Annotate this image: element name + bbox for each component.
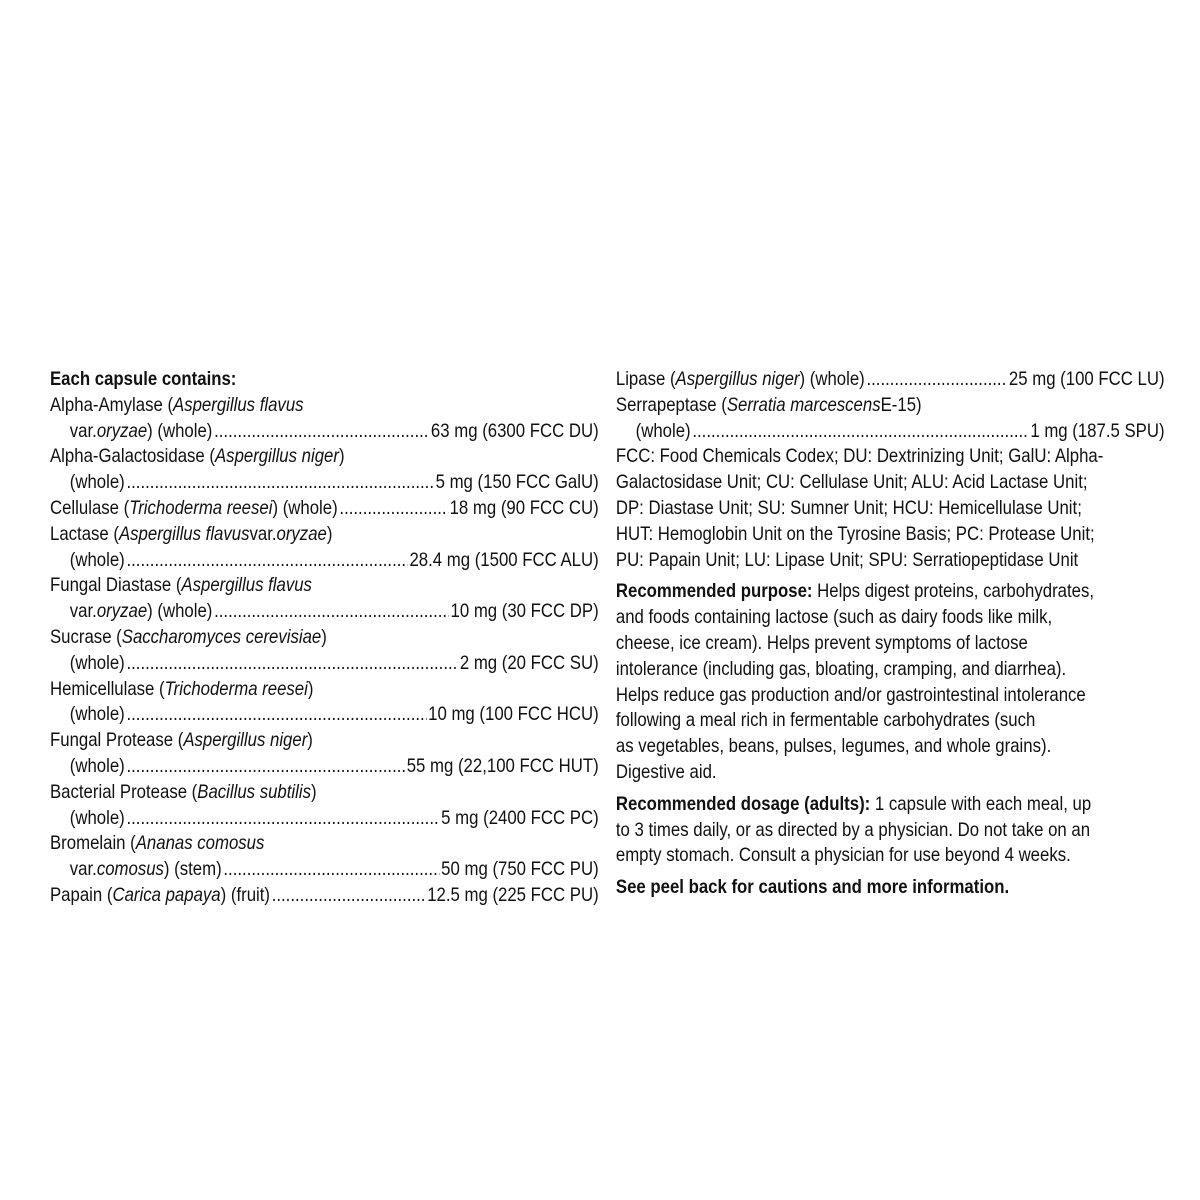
ingredient-bacterial-protease-amount-line: (whole) ..... 5 mg (2400 FCC PC): [50, 806, 599, 832]
ingredients-heading: Each capsule contains:: [50, 368, 237, 390]
ingredient-serrapeptase-name: Serrapeptase ( Serratia marcescens E-15): [615, 393, 922, 416]
info-column: [616, 367, 1165, 901]
ingredient-amount: 18 mg (90 FCC CU): [449, 496, 599, 519]
leader-dots: [272, 883, 426, 909]
leader-dots: [126, 651, 458, 677]
ingredient-fungal-protease-amount-line: (whole) ..... 55 mg (22,100 FCC HUT): [50, 754, 599, 780]
leader-dots: [126, 702, 426, 728]
ingredient-hemicellulase-name: Hemicellulase ( Trichoderma reesei ): [50, 677, 314, 700]
ingredient-alpha-galactosidase-name: Alpha-Galactosidase ( Aspergillus niger ): [50, 445, 345, 468]
ingredient-amount: 5 mg (2400 FCC PC): [441, 806, 599, 829]
ingredient-serrapeptase-amount-line: (whole) ..... 1 mg (187.5 SPU): [616, 419, 1165, 445]
ingredient-fungal-diastase-name: Fungal Diastase ( Aspergillus flavus: [50, 574, 312, 597]
ingredient-fungal-protease-name: Fungal Protease ( Aspergillus niger ): [50, 729, 313, 752]
leader-dots: [692, 419, 1028, 445]
purpose-label: Recommended purpose:: [615, 580, 813, 603]
ingredient-amount: 10 mg (100 FCC HCU): [428, 703, 599, 726]
abbreviations-legend: FCC: Food Chemicals Codex; DU: Dextrinizing Unit; GalU: Alpha- Galactosidase Unit; CU: Cellulase Unit; ALU: Acid Lactase Unit; DP: Diastase Unit; SU: Sumner Unit; HCU: Hemicellulase Unit; HUT: Hemoglobin Unit on the Tyrosine Basis; PC: Protease Unit; PU: Papain Unit; LU: Lipase Unit; SPU: Serratiopeptidase Unit: [615, 445, 1104, 571]
leader-dots: [126, 754, 404, 780]
leader-dots: [339, 496, 447, 522]
ingredient-amount: 12.5 mg (225 FCC PU): [427, 883, 599, 906]
ingredient-lactase-amount-line: (whole) ..... 28.4 mg (1500 FCC ALU): [50, 548, 599, 574]
ingredient-amount: 10 mg (30 FCC DP): [450, 600, 599, 623]
ingredient-papain: Papain ( Carica papaya ) (fruit) ..... 12.5 mg (225 FCC PU): [50, 883, 599, 909]
ingredient-amount: 1 mg (187.5 SPU): [1030, 419, 1165, 442]
ingredient-amount: 25 mg (100 FCC LU): [1008, 368, 1165, 390]
ingredient-amount: 5 mg (150 FCC GalU): [435, 471, 599, 494]
ingredient-amount: 2 mg (20 FCC SU): [459, 651, 599, 674]
ingredient-alpha-amylase-name: Alpha-Amylase ( Aspergillus flavus: [50, 393, 304, 416]
leader-dots: [126, 470, 433, 496]
ingredient-sucrase-name: Sucrase ( Saccharomyces cerevisiae ): [50, 625, 327, 648]
ingredient-cellulase: Cellulase ( Trichoderma reesei ) (whole) ..... 18 mg (90 FCC CU): [50, 496, 599, 522]
leader-dots: [214, 419, 429, 445]
ingredient-amount: 55 mg (22,100 FCC HUT): [406, 754, 599, 777]
ingredient-alpha-galactosidase-amount-line: (whole) ..... 5 mg (150 FCC GalU): [50, 470, 599, 496]
ingredient-amount: 63 mg (6300 FCC DU): [430, 419, 599, 442]
ingredients-column: [50, 367, 599, 909]
recommended-dosage: Recommended dosage (adults): 1 capsule with each meal, up to 3 times daily, or as directed by a physician. Do not take on an empty stomach. Consult a physician for use beyond 4 weeks.: [615, 792, 1092, 867]
ingredient-bromelain-amount-line: var. comosus ) (stem) ..... 50 mg (750 FCC PU): [50, 857, 599, 883]
dosage-label: Recommended dosage (adults):: [615, 792, 871, 815]
ingredient-lactase-name: Lactase ( Aspergillus flavus var. oryzae ): [50, 522, 333, 545]
ingredient-amount: 28.4 mg (1500 FCC ALU): [409, 548, 599, 571]
leader-dots: [126, 806, 439, 832]
recommended-purpose: Recommended purpose: Helps digest proteins, carbohydrates, and foods containing lactose (such as dairy foods like milk, cheese, ice cream). Helps prevent symptoms of lactose intolerance (including gas, bloating, cramping, and diarrhea). Helps reduce gas production and/or gastrointestinal intolerance following a meal rich in fermentable carbohydrates (such as vegetables, beans, pulses, legumes, and whole grains). Digestive aid.: [615, 580, 1095, 783]
ingredient-amount: 50 mg (750 FCC PU): [441, 858, 599, 881]
ingredient-fungal-diastase-amount-line: var. oryzae ) (whole) ..... 10 mg (30 FCC DP): [50, 599, 599, 625]
ingredient-bromelain-name: Bromelain ( Ananas comosus: [50, 832, 265, 855]
ingredient-alpha-amylase-amount-line: var. oryzae ) (whole) ..... 63 mg (6300 FCC DU): [50, 419, 599, 445]
ingredient-bacterial-protease-name: Bacterial Protease ( Bacillus subtilis ): [50, 780, 317, 803]
leader-dots: [866, 367, 1007, 393]
ingredient-sucrase-amount-line: (whole) ..... 2 mg (20 FCC SU): [50, 651, 599, 677]
ingredient-lipase: Lipase ( Aspergillus niger ) (whole) ..... 25 mg (100 FCC LU): [616, 367, 1165, 393]
leader-dots: [126, 548, 407, 574]
leader-dots: [214, 599, 449, 625]
peel-back-note: See peel back for cautions and more information.: [615, 876, 1010, 899]
leader-dots: [223, 857, 439, 883]
ingredient-hemicellulase-amount-line: (whole) ..... 10 mg (100 FCC HCU): [50, 702, 599, 728]
